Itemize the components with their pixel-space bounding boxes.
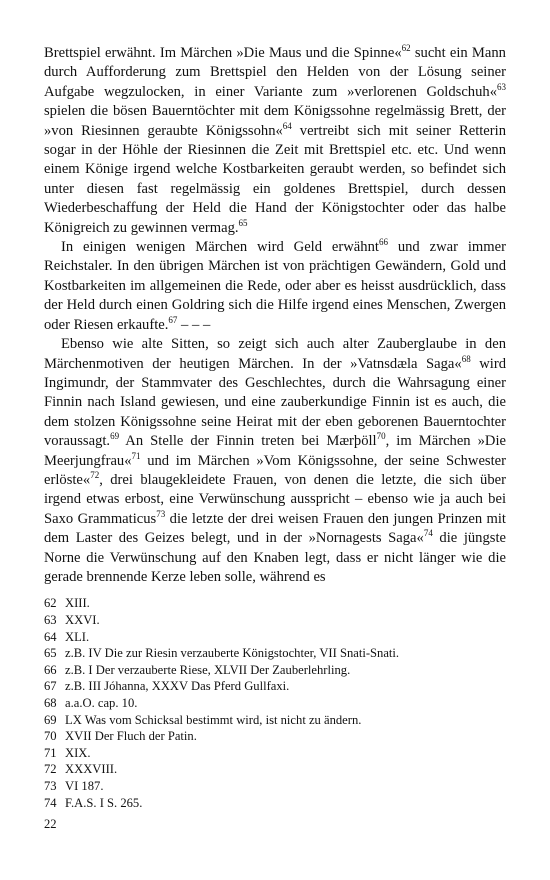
book-page: [44, 44, 506, 811]
footnote-ref: 71: [131, 450, 141, 461]
footnote: [44, 761, 506, 778]
footnote-text: XXVI.: [65, 612, 100, 627]
footnote-ref: 64: [282, 120, 292, 131]
footnotes: [44, 595, 506, 811]
text-segment: die jüngste Norne die Verwünschung auf den Knaben legt, dass er nicht länger wie die gerade brennende Kerze leben solle, während es: [44, 530, 506, 585]
text-segment: vertreibt sich mit seiner Retterin sogar in der Höhle der Riesinnen die Zeit mit Brettspiel etc. etc. Und wenn einem Könige irgend welche Kostbarkeiten geraubt werden, so befindet sich unter diesen fast regelmässig ein goldenes Brettspiel, durch dessen Wiederbeschaffung der Held die Hand der Königstochter oder das halbe Königreich zu gewinnen vermag.: [44, 122, 506, 236]
footnote-ref: 74: [423, 528, 433, 539]
text-segment: Ebenso wie alte Sitten, so zeigt sich auch alter Zauberglaube in den Märchenmotiven der heutigen Märchen. In der »Vatnsdæla Saga«: [44, 336, 506, 372]
footnote-ref: 68: [461, 353, 471, 364]
footnote-number: 66: [44, 662, 57, 677]
footnote-ref: 63: [497, 81, 506, 92]
footnote: [44, 728, 506, 745]
text-segment: und zwar immer Reichstaler. In den übrigen Märchen ist von prächtigen Gewändern, Gold und Kostbarkeiten im allgemeinen die Rede, oder aber es heisst ausdrücklich, dass der Held durch einen Goldring sich die Hilfe irgend eines Menschen, Zwergen oder Riesen erkaufte.: [44, 239, 506, 333]
footnote-number: 69: [44, 712, 57, 727]
footnote: [44, 595, 506, 612]
text-segment: die letzte der drei weisen Frauen den jungen Prinzen mit dem Laster des Geizes belegt, und in der »Nornagests Saga«: [44, 510, 506, 547]
footnote: [44, 629, 506, 646]
footnote-number: 62: [44, 596, 57, 611]
footnote-number: 64: [44, 629, 57, 644]
footnote-ref: 69: [110, 431, 120, 442]
main-text: [44, 44, 506, 587]
footnote-text: a.a.O. cap. 10.: [65, 695, 138, 710]
footnote-ref: 70: [376, 431, 386, 442]
text-segment: Brettspiel erwähnt. Im Märchen »Die Maus und die Spinne«: [44, 45, 402, 61]
footnote-text: F.A.S. I S. 265.: [65, 795, 143, 810]
text-segment: sucht ein Mann durch Aufforderung zum Brettspiel den Helden von der Lösung seiner Aufgabe wegzulocken, in einer Variante zum »verlorenen Goldschuh«: [44, 45, 506, 100]
footnote-text: XIX.: [65, 745, 91, 760]
footnote-ref: 73: [156, 508, 166, 519]
footnote-ref: 72: [90, 470, 100, 481]
footnote-text: z.B. I Der verzauberte Riese, XLVII Der Zauberlehrling.: [65, 662, 351, 677]
footnote-ref: 66: [378, 237, 388, 248]
footnote: [44, 712, 506, 729]
footnote-text: z.B. IV Die zur Riesin verzauberte Königstochter, VII Snati-Snati.: [65, 646, 400, 661]
text-segment: In einigen wenigen Märchen wird Geld erwähnt: [61, 239, 379, 256]
text-segment: wird Ingimundr, der Stammvater des Geschlechtes, durch die Wahrsagung einer Finnin nach Island gewiesen, und eine zauberkundige Finnin ist es auch, die dem stolzen Königssohne seine Heirat mit der eben geborenen Bauerntochter voraussagt.: [44, 355, 506, 450]
footnote: [44, 695, 506, 712]
footnote-number: 72: [44, 762, 57, 777]
footnote: [44, 795, 506, 812]
footnote-text: VI 187.: [65, 778, 104, 793]
page-number: 22: [44, 817, 57, 831]
footnote-text: XVII Der Fluch der Patin.: [65, 729, 197, 744]
paragraph: [44, 238, 506, 335]
footnote: [44, 662, 506, 679]
footnote-number: 71: [44, 745, 57, 760]
text-segment: spielen die bösen Bauerntöchter mit dem Königssohne regelmässig Brett, der »von Riesinnen geraubte Königssohn«: [44, 103, 506, 139]
footnote-text: z.B. III Jóhanna, XXXV Das Pferd Gullfaxi.: [65, 679, 290, 694]
footnote-text: LX Was vom Schicksal bestimmt wird, ist nicht zu ändern.: [65, 712, 362, 727]
footnote-ref: 62: [401, 43, 411, 54]
text-segment: , drei blaugekleidete Frauen, von denen die letzte, die sich über irgend etwas erbost, eine Verwünschung ausspricht – ebenso wie ja auch bei Saxo Grammaticus: [44, 471, 506, 527]
paragraph: [44, 44, 506, 238]
footnote-number: 67: [44, 679, 57, 694]
footnote-number: 73: [44, 778, 57, 793]
footnote: [44, 778, 506, 795]
footnote-ref: 67: [168, 314, 178, 325]
paragraph: [44, 335, 506, 587]
footnote-number: 63: [44, 612, 57, 627]
text-segment: – – –: [177, 316, 211, 333]
footnote-number: 65: [44, 646, 57, 661]
footnote: [44, 612, 506, 629]
footnote: [44, 645, 506, 662]
footnote-number: 74: [44, 795, 57, 810]
footnote-text: XLI.: [65, 629, 90, 644]
footnote: [44, 678, 506, 695]
text-segment: und im Märchen »Vom Königssohne, der seine Schwester erlöste«: [44, 452, 506, 488]
footnote-text: XXXVIII.: [65, 762, 118, 777]
footnote-number: 70: [44, 729, 57, 744]
footnote: [44, 745, 506, 762]
footnote-number: 68: [44, 695, 57, 710]
footnote-text: XIII.: [65, 596, 90, 611]
footnote-ref: 65: [238, 217, 248, 228]
text-segment: An Stelle der Finnin treten bei Mærþöll: [119, 433, 377, 450]
text-segment: , im Märchen »Die Meerjungfrau«: [44, 433, 506, 469]
